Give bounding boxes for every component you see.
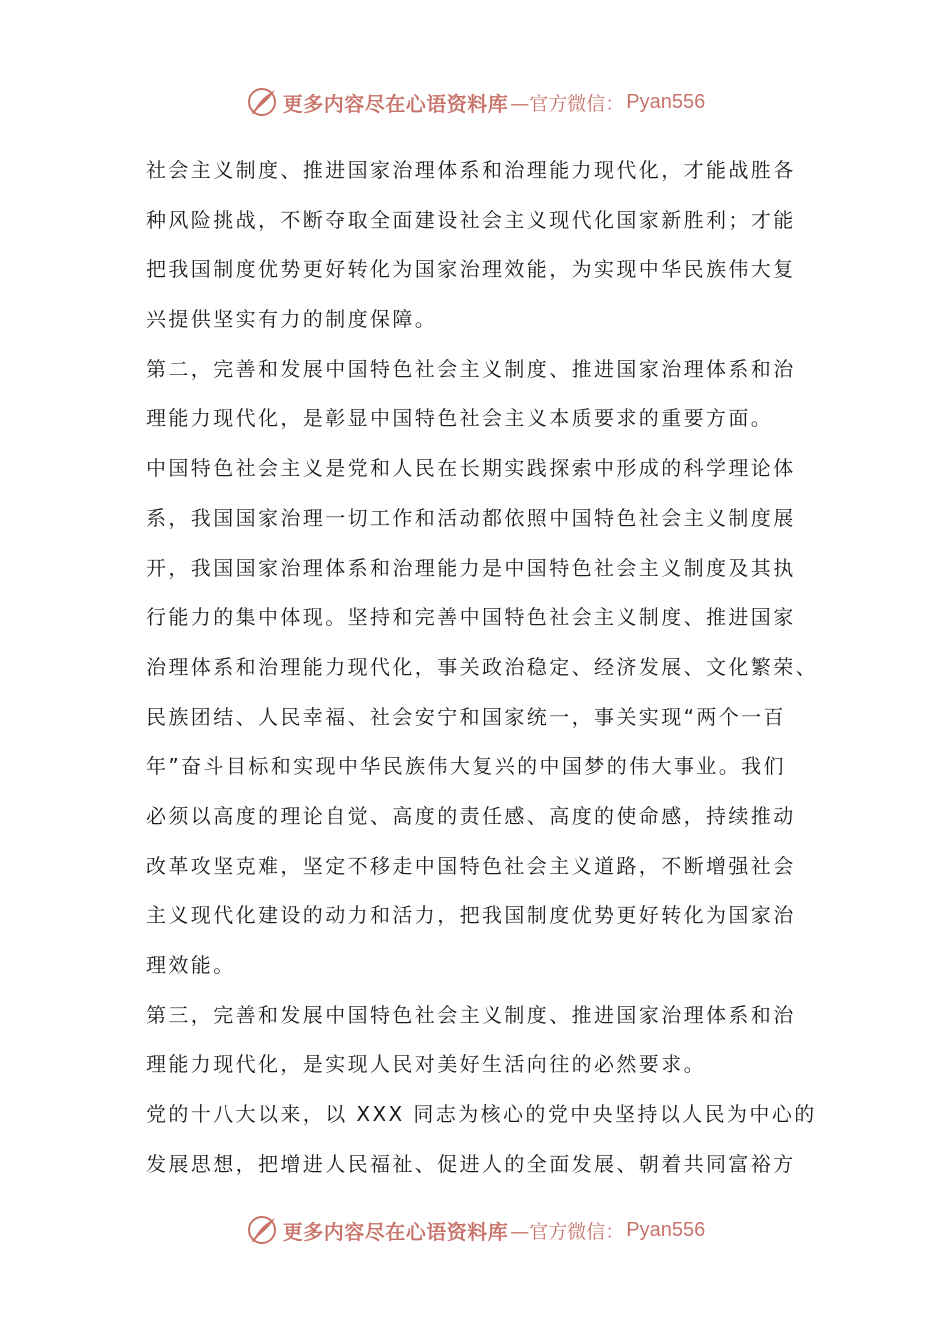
text-line: 系，我国国家治理一切工作和活动都依照中国特色社会主义制度展 xyxy=(146,505,796,530)
text-line: 社会主义制度、推进国家治理体系和治理能力现代化，才能战胜各 xyxy=(146,158,796,182)
text-line: 民族团结、人民幸福、社会安宁和国家统一，事关实现“两个一百 xyxy=(146,704,786,729)
watermark-separator: —官方微信： xyxy=(510,92,625,115)
text-line: 必须以高度的理论自觉、高度的责任感、高度的使命感，持续推动 xyxy=(146,803,796,828)
text-line: 发展思想，把增进人民福祉、促进人的全面发展、朝着共同富裕方 xyxy=(146,1151,796,1176)
watermark-footer xyxy=(0,1210,950,1250)
quill-logo-icon xyxy=(245,85,279,119)
wechat-id: Pyan556 xyxy=(626,90,706,113)
watermark-header xyxy=(0,82,950,122)
wechat-id: Pyan556 xyxy=(626,1218,706,1241)
text-line: 理效能。 xyxy=(146,953,236,977)
text-line: 党的十八大以来，以 XXX 同志为核心的党中央坚持以人民为中心的 xyxy=(146,1102,817,1127)
text-line: 理能力现代化，是彰显中国特色社会主义本质要求的重要方面。 xyxy=(146,406,774,431)
watermark-text: 更多内容尽在心语资料库 xyxy=(282,1219,509,1244)
quill-logo-icon xyxy=(245,1213,279,1247)
text-line: 治理体系和治理能力现代化，事关政治稳定、经济发展、文化繁荣、 xyxy=(146,654,818,679)
text-line: 开，我国国家治理体系和治理能力是中国特色社会主义制度及其执 xyxy=(146,555,796,580)
watermark-text: 更多内容尽在心语资料库 xyxy=(282,91,509,116)
text-line: 兴提供坚实有力的制度保障。 xyxy=(146,307,438,332)
section-heading-3: 第三，完善和发展中国特色社会主义制度、推进国家治理体系和治 xyxy=(146,1002,796,1027)
text-line: 把我国制度优势更好转化为国家治理效能，为实现中华民族伟大复 xyxy=(146,257,796,282)
text-line: 中国特色社会主义是党和人民在长期实践探索中形成的科学理论体 xyxy=(146,456,796,481)
document-body xyxy=(146,146,818,1189)
text-line: 年”奋斗目标和实现中华民族伟大复兴的中国梦的伟大事业。我们 xyxy=(146,754,786,779)
text-line: 改革攻坚克难，坚定不移走中国特色社会主义道路，不断增强社会 xyxy=(146,853,796,878)
text-line: 理能力现代化，是实现人民对美好生活向往的必然要求。 xyxy=(146,1052,706,1077)
text-line: 种风险挑战，不断夺取全面建设社会主义现代化国家新胜利；才能 xyxy=(146,207,796,232)
watermark-separator: —官方微信： xyxy=(510,1220,625,1243)
section-heading-2: 第二，完善和发展中国特色社会主义制度、推进国家治理体系和治 xyxy=(146,356,796,381)
text-line: 行能力的集中体现。坚持和完善中国特色社会主义制度、推进国家 xyxy=(146,605,796,630)
text-line: 主义现代化建设的动力和活力，把我国制度优势更好转化为国家治 xyxy=(146,903,796,928)
